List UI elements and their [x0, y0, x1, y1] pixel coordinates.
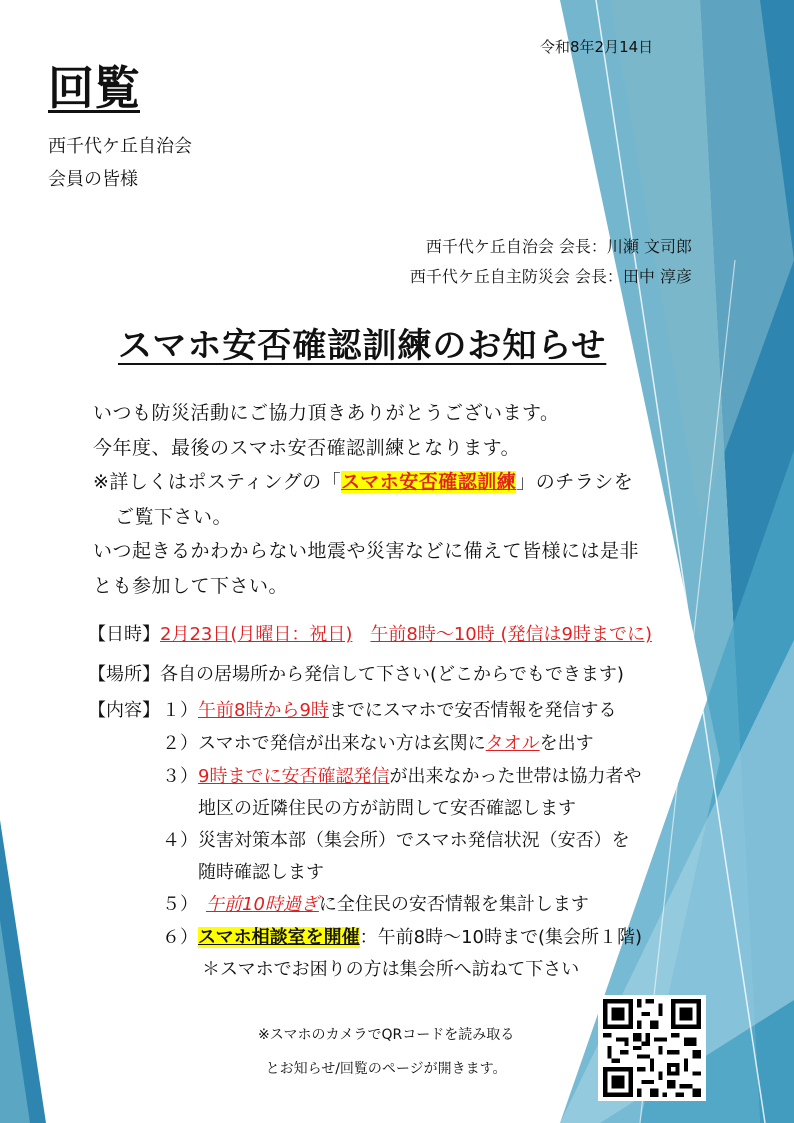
item-number: １） [162, 700, 198, 721]
item-emphasis: タオル [485, 733, 540, 754]
intro-line: いつ起きるかわからない地震や災害などに備えて皆様には是非 [93, 540, 640, 562]
qr-note-line: ※スマホのカメラでQRコードを読み取る [258, 1027, 515, 1043]
content-item-3-cont: 地区の近隣住民の方が訪問して安否確認します [198, 798, 576, 819]
schedule-time: 午前8時～10時 (発信は9時までに) [370, 624, 652, 645]
schedule-label: 【日時】 [88, 624, 160, 645]
item-number: ４） [162, 830, 198, 851]
content-label: 【内容】 [88, 700, 160, 721]
content-item-6-note: ＊スマホでお困りの方は集会所へ訪ねて下さい [202, 959, 580, 980]
content-item-3 [162, 762, 641, 788]
intro-line: 今年度、最後のスマホ安否確認訓練となります。 [93, 436, 521, 459]
item-text: 災害対策本部（集会所）でスマホ発信状況（安否）を [198, 830, 630, 851]
qr-note-line: とお知らせ/回覧のページが開きます。 [265, 1061, 507, 1077]
notice-title: スマホ安否確認訓練のお知らせ [118, 326, 607, 366]
circular-heading: 回覧 [48, 61, 140, 115]
content-item-4-cont: 随時確認します [198, 862, 324, 883]
item-emphasis: 午前10時過ぎ [206, 894, 319, 915]
date: 令和8年2月14日 [540, 38, 654, 56]
intro-text-span: ※詳しくはポスティングの「 [93, 471, 342, 493]
content-item-2 [162, 729, 594, 755]
recipient-line: 会員の皆様 [48, 169, 138, 190]
sender-line: 西千代ケ丘自治会 会長：川瀬 文司郎 [425, 237, 692, 256]
flyer-name-highlight: スマホ安否確認訓練 [341, 471, 517, 493]
item-text: までにスマホで安否情報を発信する [328, 700, 617, 721]
sender-line: 西千代ケ丘自主防災会 会長：田中 淳彦 [409, 267, 692, 286]
item-text: スマホで発信が出来ない方は玄関に [198, 733, 486, 754]
item-text: が出来なかった世帯は協力者や [389, 766, 642, 787]
qr-code-graphic [598, 995, 706, 1101]
recipient-line: 西千代ケ丘自治会 [48, 136, 192, 157]
place-text: 各自の居場所から発信して下さい(どこからでもできます) [160, 664, 624, 685]
qr-code[interactable] [598, 995, 706, 1101]
item-emphasis: 午前8時から9時 [198, 700, 329, 721]
recipients [48, 130, 192, 196]
intro-text-span: 」のチラシを [516, 471, 634, 493]
content-item-1 [162, 696, 617, 722]
intro-line: いつも防災活動にご協力頂きありがとうございます。 [93, 402, 560, 424]
place-label: 【場所】 [88, 664, 160, 685]
schedule-date: 2月23日(月曜日：祝日) [160, 624, 353, 645]
item-number: ５） [162, 894, 198, 915]
item-number: ２） [162, 733, 198, 754]
item-highlight: スマホ相談室を開催 [198, 927, 360, 948]
qr-note [258, 1018, 514, 1086]
intro-line: ご覧下さい。 [115, 505, 233, 528]
content-item-5 [162, 890, 589, 916]
intro-text [93, 396, 639, 603]
senders [410, 232, 692, 292]
place-row [88, 660, 624, 686]
item-text: ：午前8時～10時まで(集会所１階) [359, 927, 643, 948]
intro-line: とも参加して下さい。 [93, 574, 289, 597]
intro-line [93, 465, 639, 500]
item-emphasis: 9時までに安否確認発信 [198, 766, 390, 787]
schedule-row [88, 620, 652, 646]
content-item-6 [162, 923, 642, 949]
content-item-4 [162, 826, 630, 852]
item-text: に全住民の安否情報を集計します [318, 894, 589, 915]
item-number: ３） [162, 766, 198, 787]
item-number: ６） [162, 927, 198, 948]
item-text: を出す [539, 733, 594, 754]
